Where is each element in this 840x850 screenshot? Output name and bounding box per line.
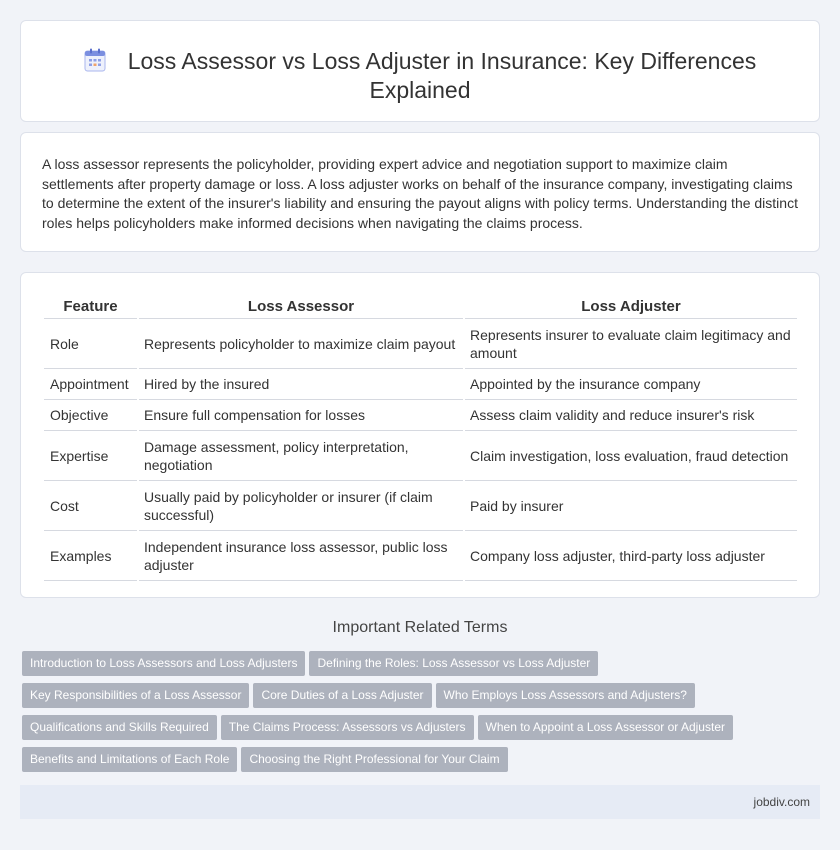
header-card [20, 20, 820, 122]
assessor-cell: Hired by the insured [139, 369, 463, 400]
feature-cell: Expertise [44, 431, 137, 481]
related-term-tag[interactable]: The Claims Process: Assessors vs Adjusters [221, 715, 474, 740]
comparison-card [20, 272, 820, 598]
adjuster-cell: Claim investigation, loss evaluation, fraud detection [465, 431, 797, 481]
assessor-cell: Damage assessment, policy interpretation, negotiation [139, 431, 463, 481]
tag-row [22, 715, 812, 747]
adjuster-cell: Company loss adjuster, third-party loss adjuster [465, 531, 797, 581]
feature-cell: Cost [44, 481, 137, 531]
tag-row [22, 747, 812, 779]
adjuster-cell: Paid by insurer [465, 481, 797, 531]
related-term-tag[interactable]: Qualifications and Skills Required [22, 715, 217, 740]
intro-paragraph: A loss assessor represents the policyholder, providing expert advice and negotiation support to maximize claim settlements after property damage or loss. A loss adjuster works on behalf of the insurance company, investigating claims to determine the extent of the insurer's liability and ensuring the payout aligns with policy terms. Understanding the distinct roles helps policyholders make informed decisions when navigating the claims process. [42, 156, 798, 231]
table-row [44, 369, 797, 400]
feature-cell: Objective [44, 400, 137, 431]
page-title [61, 45, 779, 105]
table-row [44, 400, 797, 431]
assessor-cell: Independent insurance loss assessor, public loss adjuster [139, 531, 463, 581]
intro-card [20, 132, 820, 252]
assessor-cell: Usually paid by policyholder or insurer (if claim successful) [139, 481, 463, 531]
comparison-table [42, 296, 799, 581]
tag-row [22, 683, 812, 715]
header-loss-adjuster: Loss Adjuster [465, 296, 797, 319]
related-term-tag[interactable]: Introduction to Loss Assessors and Loss Adjusters [22, 651, 305, 676]
calendar-icon [84, 48, 106, 72]
related-term-tag[interactable]: When to Appoint a Loss Assessor or Adjuster [478, 715, 733, 740]
related-term-tag[interactable]: Defining the Roles: Loss Assessor vs Loss Adjuster [309, 651, 598, 676]
adjuster-cell: Assess claim validity and reduce insurer's risk [465, 400, 797, 431]
assessor-cell: Ensure full compensation for losses [139, 400, 463, 431]
table-header-row [44, 296, 797, 319]
header-loss-assessor: Loss Assessor [139, 296, 463, 319]
assessor-cell: Represents policyholder to maximize claim payout [139, 319, 463, 369]
feature-cell: Role [44, 319, 137, 369]
header-feature: Feature [44, 296, 137, 319]
footer-site-link[interactable]: jobdiv.com [753, 795, 810, 809]
related-terms-heading: Important Related Terms [332, 619, 508, 636]
table-row [44, 531, 797, 581]
related-term-tag[interactable]: Who Employs Loss Assessors and Adjusters? [436, 683, 695, 708]
tag-row [22, 651, 812, 683]
adjuster-cell: Appointed by the insurance company [465, 369, 797, 400]
table-row [44, 319, 797, 369]
footer [20, 785, 820, 819]
feature-cell: Appointment [44, 369, 137, 400]
table-row [44, 431, 797, 481]
related-term-tag[interactable]: Key Responsibilities of a Loss Assessor [22, 683, 249, 708]
related-term-tag[interactable]: Choosing the Right Professional for Your Claim [241, 747, 507, 772]
page-title-text: Loss Assessor vs Loss Adjuster in Insurance: Key Differences Explained [127, 48, 757, 103]
table-row [44, 481, 797, 531]
related-term-tag[interactable]: Core Duties of a Loss Adjuster [253, 683, 431, 708]
related-terms-tags [22, 651, 812, 779]
title-wrap [21, 45, 819, 105]
related-term-tag[interactable]: Benefits and Limitations of Each Role [22, 747, 237, 772]
adjuster-cell: Represents insurer to evaluate claim legitimacy and amount [465, 319, 797, 369]
feature-cell: Examples [44, 531, 137, 581]
